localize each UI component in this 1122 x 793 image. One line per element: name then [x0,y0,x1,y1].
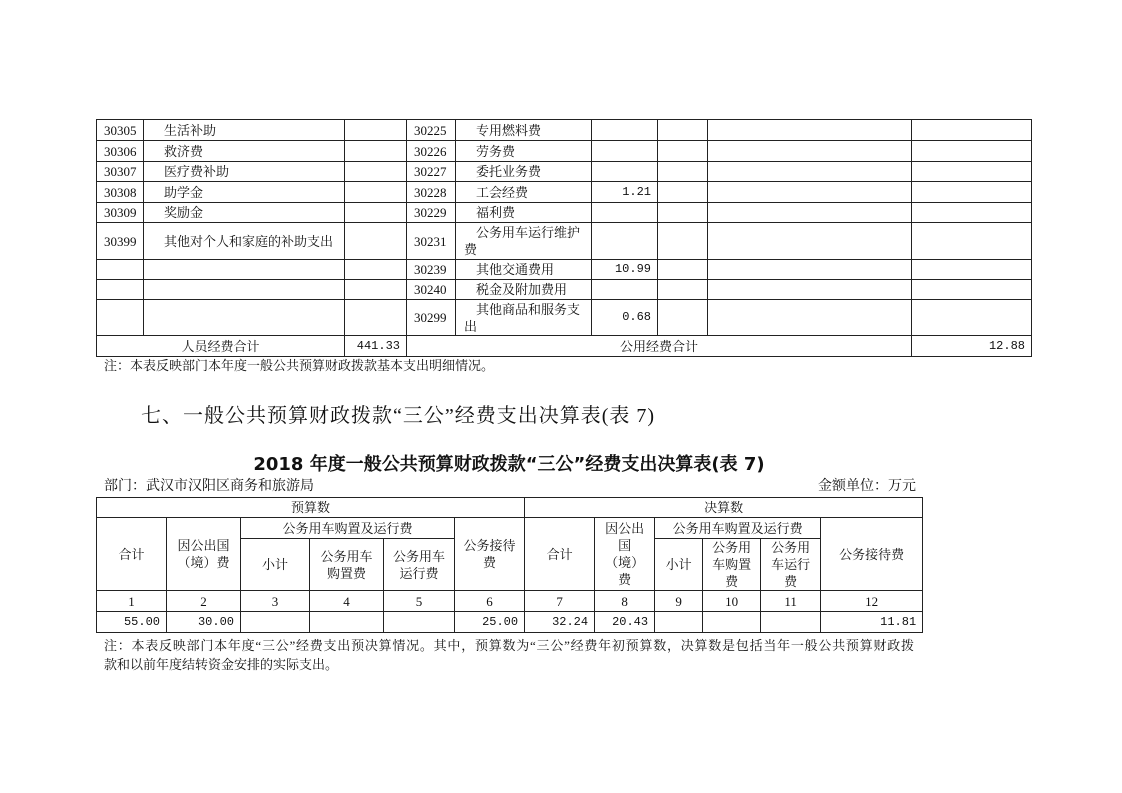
table-row [97,223,1032,260]
budget-reception-header [455,518,525,591]
blank-cell [708,260,912,280]
public-item-cell: 税金及附加费用 [456,280,592,300]
blank-cell [658,141,708,162]
expense-total [97,336,1032,357]
column-number: 11 [761,591,821,612]
personnel-amount-cell [345,203,407,223]
public-code-cell: 30299 [407,300,456,336]
three-public-expense-table [96,497,923,633]
blank-cell [708,300,912,336]
personnel-item-cell [144,280,345,300]
three-public-note-line: 注：本表反映部门本年度“三公”经费支出预决算情况。其中，预算数为“三公”经费年初预算数，决算数是包括当年一般公共预算财政拨 [104,638,914,653]
personnel-amount-cell [345,182,407,203]
personnel-item-cell: 其他对个人和家庭的补助支出 [144,223,345,260]
final-reception-header: 公务接待费 [821,518,923,591]
blank-value-cell [655,612,703,633]
blank-cell [658,260,708,280]
personnel-amount-cell [345,141,407,162]
public-total-amount: 12.88 [912,336,1032,357]
public-code-cell: 30240 [407,280,456,300]
personnel-item-cell: 救济费 [144,141,345,162]
table-row [97,182,1032,203]
blank-cell [912,223,1032,260]
budget-total-header: 合计 [97,518,167,591]
section-heading: 七、一般公共预算财政拨款“三公”经费支出决算表(表 7) [141,405,656,427]
public-amount-cell [592,280,658,300]
blank-cell [912,162,1032,182]
public-amount-cell: 1.21 [592,182,658,203]
budget-vehicle-purchase-label: 公务用车购置费 [320,548,373,581]
public-item-cell: 其他商品和服务支出 [456,300,592,336]
blank-cell [912,182,1032,203]
personnel-total-amount: 441.33 [345,336,407,357]
public-code-cell: 30239 [407,260,456,280]
personnel-amount-cell [345,162,407,182]
public-amount-cell: 0.68 [592,300,658,336]
public-total-label: 公用经费合计 [407,336,912,357]
personnel-item-cell: 医疗费补助 [144,162,345,182]
personnel-item-cell [144,260,345,280]
three-public-note-line: 款和以前年度结转资金安排的实际支出。 [104,657,339,672]
personnel-item-cell: 生活补助 [144,120,345,141]
personnel-amount-cell [345,223,407,260]
public-item-cell: 委托业务费 [456,162,592,182]
column-number: 10 [703,591,761,612]
column-number: 12 [821,591,923,612]
final-total-value: 32.24 [525,612,595,633]
budget-vehicle-group-header: 公务用车购置及运行费 [241,518,455,539]
public-code-cell: 30228 [407,182,456,203]
final-overseas-value: 20.43 [595,612,655,633]
blank-cell [912,260,1032,280]
budget-overseas-header [167,518,241,591]
column-number: 8 [595,591,655,612]
blank-cell [658,223,708,260]
total-row [97,336,1032,357]
blank-value-cell [310,612,384,633]
blank-cell [658,300,708,336]
department-label: 部门：武汉市汉阳区商务和旅游局 [104,479,314,494]
public-amount-cell [592,162,658,182]
blank-cell [708,120,912,141]
public-code-cell: 30226 [407,141,456,162]
public-item-cell: 劳务费 [456,141,592,162]
amount-unit-label: 金额单位：万元 [818,479,916,494]
blank-cell [658,162,708,182]
blank-cell [708,162,912,182]
personnel-amount-cell [345,280,407,300]
personnel-item-cell [144,300,345,336]
blank-cell [658,182,708,203]
budget-reception-value: 25.00 [455,612,525,633]
blank-cell [912,280,1032,300]
budget-overseas-value: 30.00 [167,612,241,633]
blank-cell [658,203,708,223]
column-number-row [97,591,923,612]
column-number: 7 [525,591,595,612]
blank-cell [912,120,1032,141]
final-overseas-label: 因公出国（境）费 [605,521,645,587]
table-row [97,203,1032,223]
column-number: 5 [384,591,455,612]
table-row [97,280,1032,300]
public-code-cell: 30231 [407,223,456,260]
personnel-code-cell [97,260,144,280]
personnel-total-label: 人员经费合计 [97,336,345,357]
basic-expenditure-note: 注：本表反映部门本年度一般公共预算财政拨款基本支出明细情况。 [104,358,495,373]
final-subtotal-header: 小计 [655,539,703,591]
budget-reception-label: 公务接待费 [463,538,516,570]
personnel-amount-cell [345,300,407,336]
personnel-item-cell: 助学金 [144,182,345,203]
blank-cell [912,141,1032,162]
public-item-cell: 工会经费 [456,182,592,203]
blank-cell [708,280,912,300]
personnel-code-cell [97,300,144,336]
blank-value-cell [761,612,821,633]
header-row [97,518,923,539]
table-row [97,260,1032,280]
personnel-code-cell [97,280,144,300]
public-amount-cell [592,223,658,260]
public-item-cell: 福利费 [456,203,592,223]
public-item-cell: 专用燃料费 [456,120,592,141]
column-number: 3 [241,591,310,612]
column-number: 2 [167,591,241,612]
final-vehicle-group-header: 公务用车购置及运行费 [655,518,821,539]
blank-cell [658,120,708,141]
column-number: 9 [655,591,703,612]
column-number: 1 [97,591,167,612]
personnel-code-cell: 30307 [97,162,144,182]
public-amount-cell [592,120,658,141]
expense-rows [97,120,1032,336]
budget-subtotal-header: 小计 [241,539,310,591]
column-number: 6 [455,591,525,612]
table-row [97,162,1032,182]
blank-cell [658,280,708,300]
public-item-cell: 其他交通费用 [456,260,592,280]
final-reception-value: 11.81 [821,612,923,633]
public-amount-cell [592,141,658,162]
blank-cell [912,203,1032,223]
basic-expenditure-table [96,119,1032,357]
blank-cell [708,223,912,260]
table-row [97,141,1032,162]
public-amount-cell [592,203,658,223]
blank-value-cell [703,612,761,633]
public-code-cell: 30229 [407,203,456,223]
table-title: 2018 年度一般公共预算财政拨款“三公”经费支出决算表(表 7) [253,454,765,475]
blank-value-cell [241,612,310,633]
final-vehicle-operation-label: 公务用车运行费 [771,540,811,589]
personnel-code-cell: 30306 [97,141,144,162]
public-code-cell: 30225 [407,120,456,141]
personnel-amount-cell [345,260,407,280]
public-code-cell: 30227 [407,162,456,182]
blank-value-cell [384,612,455,633]
blank-cell [708,203,912,223]
blank-cell [708,141,912,162]
budget-vehicle-operation-header [384,539,455,591]
final-overseas-header [595,518,655,591]
final-group-header: 决算数 [525,498,923,518]
table-row [97,300,1032,336]
personnel-code-cell: 30399 [97,223,144,260]
budget-group-header: 预算数 [97,498,525,518]
column-number: 4 [310,591,384,612]
group-header-row [97,498,923,518]
public-amount-cell: 10.99 [592,260,658,280]
personnel-item-cell: 奖励金 [144,203,345,223]
final-vehicle-operation-header [761,539,821,591]
personnel-amount-cell [345,120,407,141]
personnel-code-cell: 30309 [97,203,144,223]
personnel-code-cell: 30308 [97,182,144,203]
budget-overseas-label: 因公出国（境）费 [177,538,230,570]
three-public-note [104,636,914,674]
budget-vehicle-purchase-header [310,539,384,591]
public-item-cell: 公务用车运行维护费 [456,223,592,260]
personnel-code-cell: 30305 [97,120,144,141]
final-vehicle-purchase-header [703,539,761,591]
budget-vehicle-operation-label: 公务用车运行费 [392,548,445,581]
table-row [97,120,1032,141]
blank-cell [708,182,912,203]
value-row [97,612,923,633]
final-total-header: 合计 [525,518,595,591]
budget-total-value: 55.00 [97,612,167,633]
final-vehicle-purchase-label: 公务用车购置费 [712,540,752,589]
blank-cell [912,300,1032,336]
